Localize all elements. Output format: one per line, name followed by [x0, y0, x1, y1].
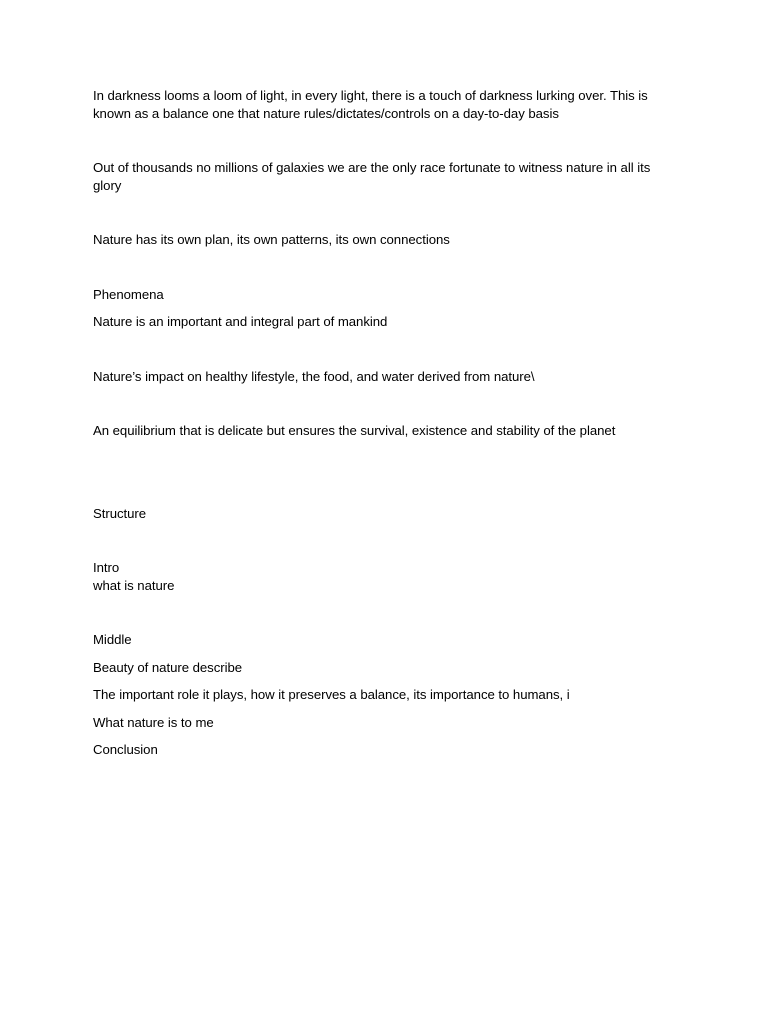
paragraph-galaxies: Out of thousands no millions of galaxies we are the only race fortunate to witness nature in all its glory [93, 160, 651, 193]
outline-conclusion-label: Conclusion [93, 742, 158, 757]
paragraph-equilibrium: An equilibrium that is delicate but ensures the survival, existence and stability of the planet [93, 423, 616, 438]
outline-heading: Structure [93, 506, 147, 521]
paragraph-phenomena: Phenomena [93, 287, 164, 302]
paragraph-nature-plan: Nature has its own plan, its own patterns, its own connections [93, 232, 450, 247]
paragraph-impact: Nature’s impact on healthy lifestyle, the food, and water derived from nature\ [93, 369, 535, 384]
paragraph-balance: In darkness looms a loom of light, in every light, there is a touch of darkness lurking over. This is known as a balance one that nature rules/dictates/controls on a day-to-day basis [93, 88, 648, 121]
outline-intro-label: Intro [93, 560, 120, 575]
outline-middle-item-3: What nature is to me [93, 715, 214, 730]
outline-intro-item: what is nature [93, 578, 175, 593]
outline-middle-item-2: The important role it plays, how it preserves a balance, its importance to humans, i [93, 687, 570, 702]
paragraph-integral-part: Nature is an important and integral part of mankind [93, 314, 388, 329]
outline-middle-label: Middle [93, 632, 132, 647]
outline-middle-item-1: Beauty of nature describe [93, 660, 243, 675]
